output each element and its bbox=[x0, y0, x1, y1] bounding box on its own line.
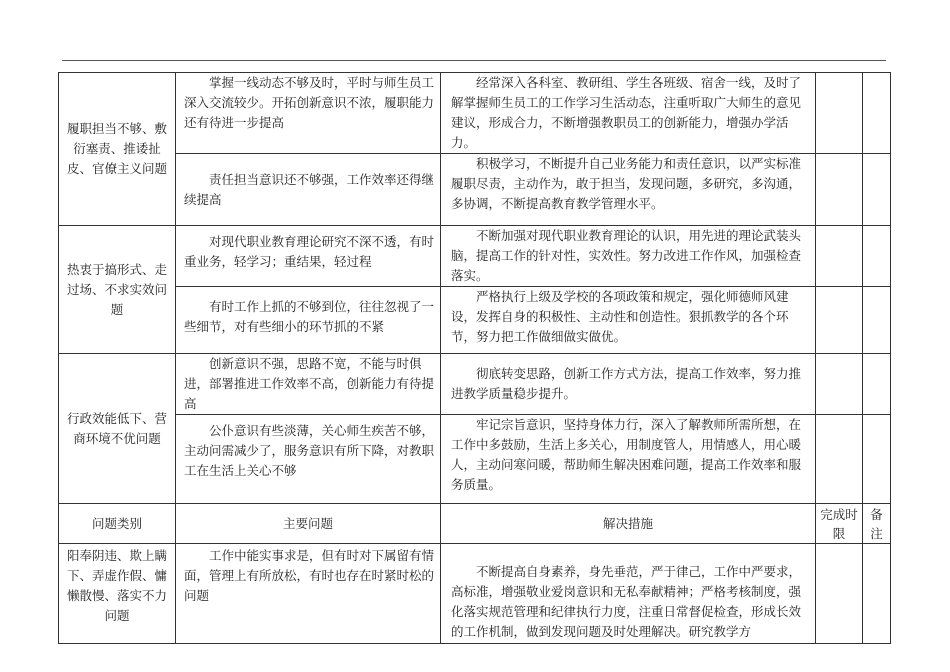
solution-text: 不断加强对现代职业教育理论的认识，用先进的理论武装头脑，提高工作的针对性，实效性。努力改进工作作风，加强检查落实。 bbox=[451, 228, 802, 283]
issue-cell bbox=[176, 287, 441, 354]
deadline-cell bbox=[816, 415, 863, 504]
issue-text: 责任担当意识还不够强，工作效率还得继续提高 bbox=[184, 172, 435, 207]
table-header-row bbox=[59, 504, 891, 544]
category-cell: 履职担当不够、敷衍塞责、推诿扯皮、官僚主义问题 bbox=[59, 73, 176, 226]
issue-cell bbox=[176, 544, 441, 644]
category-cell: 阳奉阴违、欺上瞒下、弄虚作假、慵懒散慢、落实不力问题 bbox=[59, 544, 176, 644]
solution-cell bbox=[441, 354, 816, 415]
issue-cell bbox=[176, 154, 441, 226]
table-row bbox=[59, 154, 891, 226]
deadline-cell bbox=[816, 226, 863, 287]
deadline-cell bbox=[816, 354, 863, 415]
remark-cell bbox=[863, 226, 891, 287]
table-row bbox=[59, 226, 891, 287]
solution-cell bbox=[441, 154, 816, 226]
table-row bbox=[59, 415, 891, 504]
header-rule bbox=[62, 60, 886, 61]
rectification-table bbox=[58, 72, 891, 644]
table-row bbox=[59, 354, 891, 415]
remark-cell bbox=[863, 544, 891, 644]
solution-cell bbox=[441, 544, 816, 644]
solution-text: 严格执行上级及学校的各项政策和规定，强化师德师风建设，发挥自身的积极性、主动性和创造性。狠抓教学的各个环节，努力把工作做细做实做优。 bbox=[451, 289, 789, 344]
remark-cell bbox=[863, 415, 891, 504]
issue-cell bbox=[176, 354, 441, 415]
remark-cell bbox=[863, 73, 891, 154]
deadline-cell bbox=[816, 154, 863, 226]
header-category: 问题类别 bbox=[59, 504, 176, 544]
solution-text: 彻底转变思路，创新工作方式方法，提高工作效率，努力推进教学质量稳步提升。 bbox=[451, 366, 802, 401]
issue-cell bbox=[176, 415, 441, 504]
issue-text: 公仆意识有些淡薄，关心师生疾苦不够，主动问需减少了，服务意识有所下降，对教职工在生活上关心不够 bbox=[184, 423, 435, 478]
header-deadline: 完成时限 bbox=[816, 504, 863, 544]
deadline-cell bbox=[816, 287, 863, 354]
issue-text: 创新意识不强，思路不宽，不能与时俱进，部署推进工作效率不高，创新能力有待提高 bbox=[184, 356, 435, 411]
remark-cell bbox=[863, 354, 891, 415]
solution-cell bbox=[441, 226, 816, 287]
header-remark: 备注 bbox=[863, 504, 891, 544]
deadline-cell bbox=[816, 544, 863, 644]
solution-cell bbox=[441, 287, 816, 354]
remark-cell bbox=[863, 287, 891, 354]
issue-text: 有时工作上抓的不够到位，往往忽视了一些细节，对有些细小的环节抓的不紧 bbox=[184, 299, 435, 334]
table-row bbox=[59, 73, 891, 154]
header-solution: 解决措施 bbox=[441, 504, 816, 544]
remark-cell bbox=[863, 154, 891, 226]
issue-cell bbox=[176, 226, 441, 287]
table-row bbox=[59, 544, 891, 644]
solution-cell bbox=[441, 415, 816, 504]
solution-text: 积极学习，不断提升自己业务能力和责任意识，以严实标准履职尽责，主动作为，敢于担当，发现问题，多研究，多沟通，多协调，不断提高教育教学管理水平。 bbox=[451, 156, 802, 211]
header-issue: 主要问题 bbox=[176, 504, 441, 544]
category-cell: 行政效能低下、营商环境不优问题 bbox=[59, 354, 176, 504]
category-cell: 热衷于搞形式、走过场、不求实效问题 bbox=[59, 226, 176, 354]
table-row bbox=[59, 287, 891, 354]
solution-text: 不断提高自身素养，身先垂范，严于律己，工作中严要求，高标准，增强敬业爱岗意识和无私奉献精神；严格考核制度，强化落实规范管理和纪律执行力度，注重日常督促检查，形成长效的工作机制，做到发现问题及时处理解决。研究教学方 bbox=[451, 564, 802, 639]
issue-text: 工作中能实事求是，但有时对下属留有情面，管理上有所放松，有时也存在时紧时松的问题 bbox=[184, 548, 435, 603]
issue-text: 掌握一线动态不够及时，平时与师生员工深入交流较少。开拓创新意识不浓，履职能力还有待进一步提高 bbox=[184, 75, 435, 130]
deadline-cell bbox=[816, 73, 863, 154]
solution-text: 牢记宗旨意识，坚持身体力行，深入了解教师所需所想，在工作中多鼓励，生活上多关心，用制度管人，用情感人，用心暖人，主动问寒问暖，帮助师生解决困难问题，提高工作效率和服务质量。 bbox=[451, 417, 802, 492]
issue-cell bbox=[176, 73, 441, 154]
solution-text: 经常深入各科室、教研组、学生各班级、宿舍一线，及时了解掌握师生员工的工作学习生活动态，注重听取广大师生的意见建议，形成合力，不断增强教职员工的创新能力，增强办学活力。 bbox=[451, 75, 802, 150]
solution-cell bbox=[441, 73, 816, 154]
issue-text: 对现代职业教育理论研究不深不透，有时重业务，轻学习；重结果，轻过程 bbox=[184, 234, 435, 269]
